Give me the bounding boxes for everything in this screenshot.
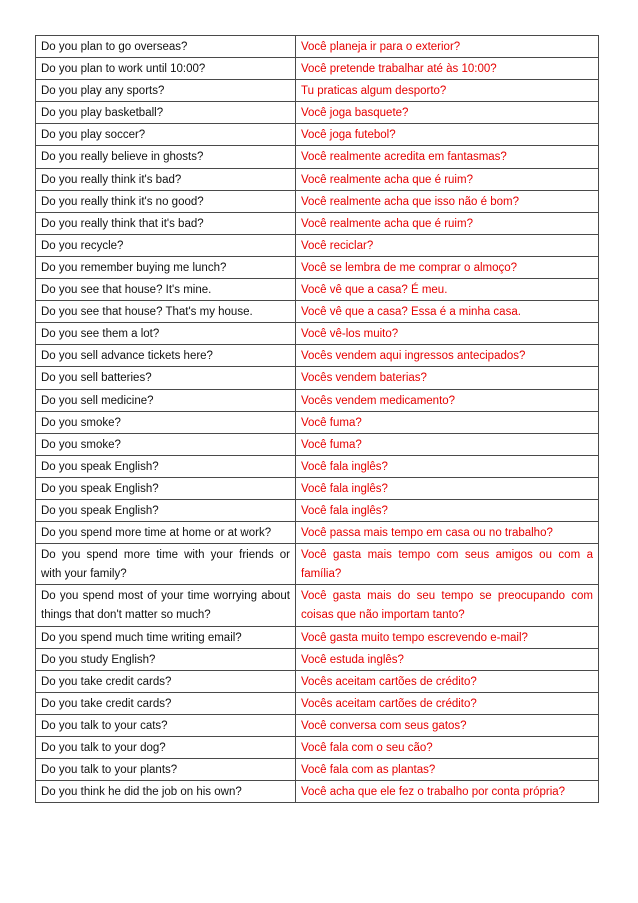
table-row [36,279,599,301]
table-row [36,168,599,190]
table-row [36,670,599,692]
portuguese-translation: Você realmente acha que é ruim? [296,212,599,234]
phrase-table [35,35,599,803]
portuguese-translation: Você planeja ir para o exterior? [296,36,599,58]
english-phrase: Do you study English? [36,648,296,670]
portuguese-translation: Você gasta muito tempo escrevendo e-mail? [296,626,599,648]
table-row [36,411,599,433]
portuguese-translation: Você fala com o seu cão? [296,737,599,759]
table-row [36,36,599,58]
table-row [36,323,599,345]
english-phrase: Do you see that house? It's mine. [36,279,296,301]
portuguese-translation: Você vê-los muito? [296,323,599,345]
english-phrase: Do you play basketball? [36,102,296,124]
english-phrase: Do you spend more time with your friends or with your family? [36,544,296,585]
english-phrase: Do you take credit cards? [36,670,296,692]
table-row [36,124,599,146]
english-phrase: Do you recycle? [36,234,296,256]
english-phrase: Do you talk to your plants? [36,759,296,781]
portuguese-translation: Você fuma? [296,433,599,455]
portuguese-translation: Você fala inglês? [296,455,599,477]
table-row [36,256,599,278]
portuguese-translation: Você vê que a casa? Essa é a minha casa. [296,301,599,323]
english-phrase: Do you see that house? That's my house. [36,301,296,323]
table-row [36,648,599,670]
portuguese-translation: Vocês aceitam cartões de crédito? [296,670,599,692]
table-row [36,58,599,80]
table-row [36,301,599,323]
table-row [36,477,599,499]
table-row [36,367,599,389]
english-phrase: Do you spend more time at home or at work? [36,522,296,544]
portuguese-translation: Você joga basquete? [296,102,599,124]
portuguese-translation: Você gasta mais do seu tempo se preocupando com coisas que não importam tanto? [296,585,599,626]
document-page [35,35,598,803]
english-phrase: Do you smoke? [36,411,296,433]
table-row [36,102,599,124]
portuguese-translation: Você gasta mais tempo com seus amigos ou com a família? [296,544,599,585]
english-phrase: Do you smoke? [36,433,296,455]
english-phrase: Do you think he did the job on his own? [36,781,296,803]
table-row [36,190,599,212]
portuguese-translation: Você passa mais tempo em casa ou no trabalho? [296,522,599,544]
english-phrase: Do you remember buying me lunch? [36,256,296,278]
english-phrase: Do you sell advance tickets here? [36,345,296,367]
portuguese-translation: Você acha que ele fez o trabalho por conta própria? [296,781,599,803]
portuguese-translation: Você fuma? [296,411,599,433]
english-phrase: Do you plan to work until 10:00? [36,58,296,80]
english-phrase: Do you spend most of your time worrying about things that don't matter so much? [36,585,296,626]
english-phrase: Do you really think it's bad? [36,168,296,190]
table-row [36,759,599,781]
table-row [36,345,599,367]
portuguese-translation: Você fala inglês? [296,477,599,499]
table-row [36,455,599,477]
english-phrase: Do you play any sports? [36,80,296,102]
portuguese-translation: Você joga futebol? [296,124,599,146]
english-phrase: Do you speak English? [36,477,296,499]
portuguese-translation: Você reciclar? [296,234,599,256]
portuguese-translation: Você pretende trabalhar até às 10:00? [296,58,599,80]
table-row [36,146,599,168]
portuguese-translation: Você vê que a casa? É meu. [296,279,599,301]
table-row [36,499,599,521]
portuguese-translation: Vocês aceitam cartões de crédito? [296,692,599,714]
table-row [36,585,599,626]
english-phrase: Do you take credit cards? [36,692,296,714]
english-phrase: Do you sell medicine? [36,389,296,411]
portuguese-translation: Você fala inglês? [296,499,599,521]
portuguese-translation: Você fala com as plantas? [296,759,599,781]
phrase-table-body [36,36,599,803]
table-row [36,234,599,256]
portuguese-translation: Você conversa com seus gatos? [296,714,599,736]
portuguese-translation: Você realmente acha que isso não é bom? [296,190,599,212]
table-row [36,626,599,648]
english-phrase: Do you sell batteries? [36,367,296,389]
english-phrase: Do you plan to go overseas? [36,36,296,58]
english-phrase: Do you really think it's no good? [36,190,296,212]
portuguese-translation: Vocês vendem baterias? [296,367,599,389]
portuguese-translation: Vocês vendem aqui ingressos antecipados? [296,345,599,367]
table-row [36,522,599,544]
portuguese-translation: Você realmente acha que é ruim? [296,168,599,190]
english-phrase: Do you talk to your cats? [36,714,296,736]
english-phrase: Do you really think that it's bad? [36,212,296,234]
english-phrase: Do you spend much time writing email? [36,626,296,648]
portuguese-translation: Vocês vendem medicamento? [296,389,599,411]
portuguese-translation: Tu praticas algum desporto? [296,80,599,102]
table-row [36,80,599,102]
portuguese-translation: Você se lembra de me comprar o almoço? [296,256,599,278]
table-row [36,212,599,234]
english-phrase: Do you really believe in ghosts? [36,146,296,168]
table-row [36,544,599,585]
english-phrase: Do you speak English? [36,499,296,521]
portuguese-translation: Você estuda inglês? [296,648,599,670]
english-phrase: Do you see them a lot? [36,323,296,345]
table-row [36,737,599,759]
english-phrase: Do you play soccer? [36,124,296,146]
table-row [36,781,599,803]
english-phrase: Do you speak English? [36,455,296,477]
table-row [36,433,599,455]
english-phrase: Do you talk to your dog? [36,737,296,759]
table-row [36,389,599,411]
portuguese-translation: Você realmente acredita em fantasmas? [296,146,599,168]
table-row [36,692,599,714]
table-row [36,714,599,736]
